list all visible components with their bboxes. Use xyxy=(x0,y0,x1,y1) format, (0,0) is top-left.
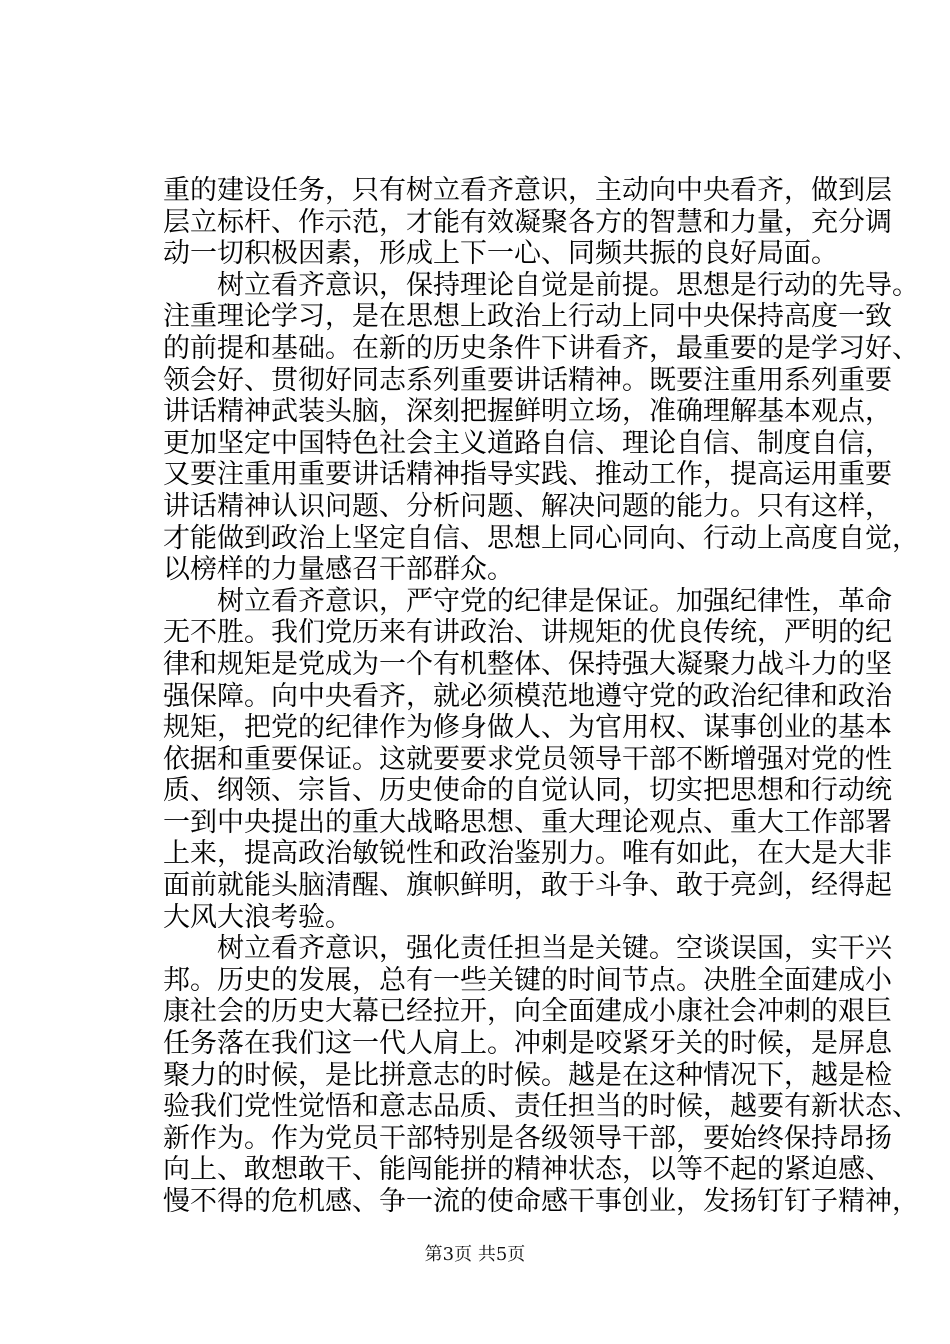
page-footer xyxy=(0,1243,950,1267)
text-line: 邦。历史的发展，总有一些关键的时间节点。决胜全面建成小 xyxy=(163,964,892,996)
text-line: 新作为。作为党员干部特别是各级领导干部，要始终保持昂扬 xyxy=(163,1122,892,1154)
text-line: 树立看齐意识，严守党的纪律是保证。加强纪律性，革命 xyxy=(217,585,892,617)
text-line: 动一切积极因素，形成上下一心、同频共振的良好局面。 xyxy=(163,238,838,270)
text-line: 任务落在我们这一代人肩上。冲刺是咬紧牙关的时候，是屏息 xyxy=(163,1028,892,1060)
text-line: 才能做到政治上坚定自信、思想上同心同向、行动上高度自觉， xyxy=(163,522,919,554)
text-line: 质、纲领、宗旨、历史使命的自觉认同，切实把思想和行动统 xyxy=(163,775,892,807)
text-line: 慢不得的危机感、争一流的使命感干事创业，发扬钉钉子精神， xyxy=(163,1186,919,1217)
text-line: 向上、敢想敢干、能闯能拼的精神状态，以等不起的紧迫感、 xyxy=(163,1154,892,1186)
text-line: 讲话精神武装头脑，深刻把握鲜明立场，准确理解基本观点， xyxy=(163,396,892,428)
text-line: 层立标杆、作示范，才能有效凝聚各方的智慧和力量，充分调 xyxy=(163,206,892,238)
text-line: 面前就能头脑清醒、旗帜鲜明，敢于斗争、敢于亮剑，经得起 xyxy=(163,870,892,902)
text-line: 更加坚定中国特色社会主义道路自信、理论自信、制度自信， xyxy=(163,427,892,459)
text-line: 讲话精神认识问题、分析问题、解决问题的能力。只有这样， xyxy=(163,490,892,522)
text-line: 以榜样的力量感召干部群众。 xyxy=(163,554,514,586)
document-body xyxy=(163,175,919,1218)
text-line: 又要注重用重要讲话精神指导实践、推动工作，提高运用重要 xyxy=(163,459,892,491)
text-line: 康社会的历史大幕已经拉开，向全面建成小康社会冲刺的艰巨 xyxy=(163,996,892,1028)
text-line: 的前提和基础。在新的历史条件下讲看齐，最重要的是学习好、 xyxy=(163,332,919,364)
text-line: 规矩，把党的纪律作为修身做人、为官用权、谋事创业的基本 xyxy=(163,712,892,744)
text-line: 树立看齐意识，强化责任担当是关键。空谈误国，实干兴 xyxy=(217,933,892,965)
text-line: 重的建设任务，只有树立看齐意识，主动向中央看齐，做到层 xyxy=(163,175,892,206)
text-line: 聚力的时候，是比拼意志的时候。越是在这种情况下，越是检 xyxy=(163,1059,892,1091)
text-line: 依据和重要保证。这就要要求党员领导干部不断增强对党的性 xyxy=(163,743,892,775)
text-line: 验我们党性觉悟和意志品质、责任担当的时候，越要有新状态、 xyxy=(163,1091,919,1123)
text-line: 无不胜。我们党历来有讲政治、讲规矩的优良传统，严明的纪 xyxy=(163,617,892,649)
text-line: 注重理论学习，是在思想上政治上行动上同中央保持高度一致 xyxy=(163,301,892,333)
text-line: 律和规矩是党成为一个有机整体、保持强大凝聚力战斗力的坚 xyxy=(163,648,892,680)
text-line: 上来，提高政治敏锐性和政治鉴别力。唯有如此，在大是大非 xyxy=(163,838,892,870)
text-line: 领会好、贯彻好同志系列重要讲话精神。既要注重用系列重要 xyxy=(163,364,892,396)
text-line: 强保障。向中央看齐，就必须模范地遵守党的政治纪律和政治 xyxy=(163,680,892,712)
text-line: 大风大浪考验。 xyxy=(163,901,352,933)
text-line: 树立看齐意识，保持理论自觉是前提。思想是行动的先导。 xyxy=(217,269,919,301)
text-line: 一到中央提出的重大战略思想、重大理论观点、重大工作部署 xyxy=(163,806,892,838)
page-number-label: 第3页 共5页 xyxy=(424,1244,526,1265)
